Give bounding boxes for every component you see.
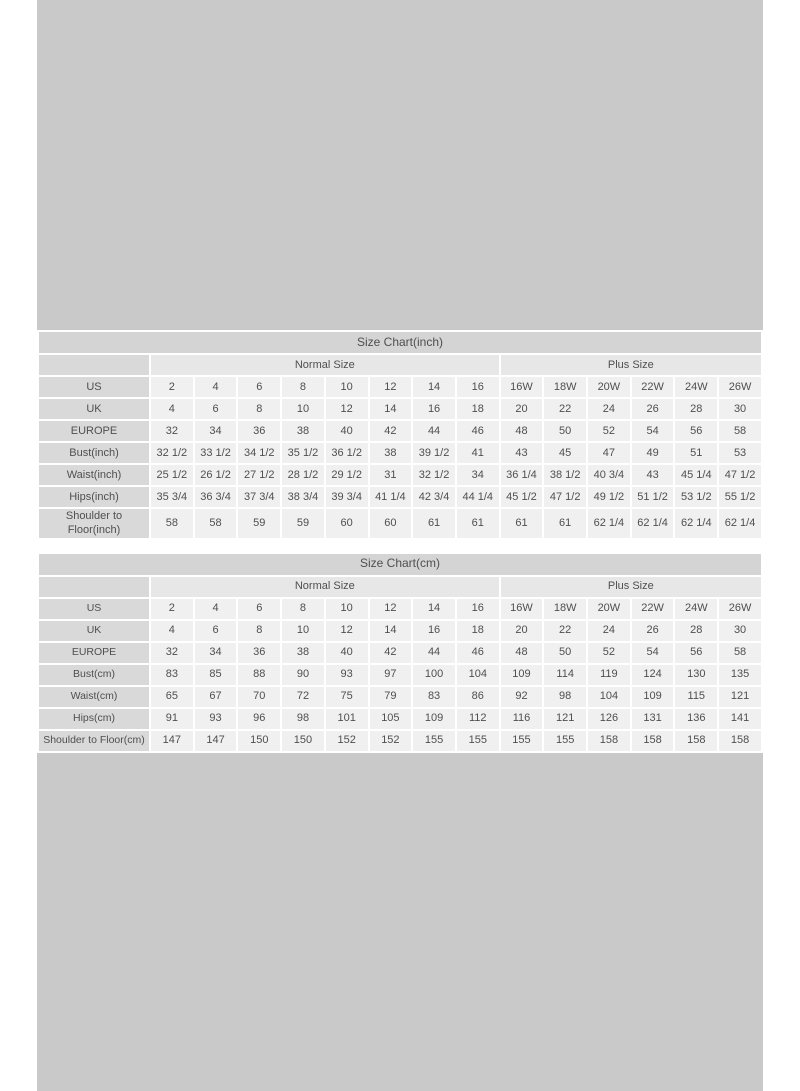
table-cell: 4 (195, 377, 237, 397)
table-cell: 62 1/4 (632, 509, 674, 538)
table-cell: 58 (151, 509, 193, 538)
table-cell: 130 (675, 665, 717, 685)
table-cell: 45 (544, 443, 586, 463)
table-cell: 109 (501, 665, 543, 685)
table-cell: 46 (457, 421, 499, 441)
table-cell: 56 (675, 421, 717, 441)
table-cell: 10 (282, 621, 324, 641)
row-label: Shoulder to Floor(inch) (39, 509, 149, 538)
table-cell: 58 (719, 421, 761, 441)
table-cell: 12 (326, 621, 368, 641)
row-label: US (39, 599, 149, 619)
table-cell: 93 (326, 665, 368, 685)
size-charts-block (37, 330, 763, 753)
corner-cell (39, 355, 149, 375)
table-cell: 41 (457, 443, 499, 463)
table-cell: 18W (544, 377, 586, 397)
size-chart-inch-table (37, 330, 763, 540)
table-cell: 8 (282, 599, 324, 619)
table-cell: 26 (632, 399, 674, 419)
table-cell: 32 1/2 (413, 465, 455, 485)
table-cell: 75 (326, 687, 368, 707)
row-label: Hips(cm) (39, 709, 149, 729)
table-cell: 58 (195, 509, 237, 538)
row-label: EUROPE (39, 421, 149, 441)
table-row (39, 599, 761, 619)
table-title: Size Chart(cm) (39, 554, 761, 575)
table-cell: 158 (719, 731, 761, 751)
table-cell: 48 (501, 421, 543, 441)
table-cell: 8 (238, 399, 280, 419)
table-cell: 34 (195, 643, 237, 663)
table-cell: 31 (370, 465, 412, 485)
table-cell: 47 1/2 (719, 465, 761, 485)
table-cell: 28 1/2 (282, 465, 324, 485)
table-row (39, 731, 761, 751)
table-cell: 12 (370, 599, 412, 619)
table-cell: 36 1/2 (326, 443, 368, 463)
table-cell: 35 3/4 (151, 487, 193, 507)
table-cell: 16 (413, 621, 455, 641)
table-row (39, 421, 761, 441)
table-cell: 40 (326, 421, 368, 441)
table-cell: 20 (501, 399, 543, 419)
table-cell: 96 (238, 709, 280, 729)
table-cell: 105 (370, 709, 412, 729)
table-cell: 40 3/4 (588, 465, 630, 485)
table-cell: 45 1/2 (501, 487, 543, 507)
table-cell: 4 (151, 621, 193, 641)
table-cell: 18W (544, 599, 586, 619)
size-chart-cm-table (37, 552, 763, 753)
table-cell: 2 (151, 599, 193, 619)
column-group-header-row (39, 577, 761, 597)
table-title: Size Chart(inch) (39, 332, 761, 353)
table-cell: 93 (195, 709, 237, 729)
table-cell: 58 (719, 643, 761, 663)
table-cell: 22W (632, 377, 674, 397)
table-cell: 104 (588, 687, 630, 707)
table-cell: 28 (675, 621, 717, 641)
table-cell: 152 (370, 731, 412, 751)
table-cell: 115 (675, 687, 717, 707)
row-label: UK (39, 399, 149, 419)
table-cell: 53 1/2 (675, 487, 717, 507)
table-cell: 29 1/2 (326, 465, 368, 485)
table-cell: 34 (195, 421, 237, 441)
table-cell: 33 1/2 (195, 443, 237, 463)
table-cell: 6 (195, 621, 237, 641)
table-row (39, 709, 761, 729)
table-cell: 158 (675, 731, 717, 751)
table-cell: 61 (413, 509, 455, 538)
table-cell: 135 (719, 665, 761, 685)
table-cell: 24 (588, 621, 630, 641)
table-cell: 37 3/4 (238, 487, 280, 507)
table-cell: 34 1/2 (238, 443, 280, 463)
table-cell: 2 (151, 377, 193, 397)
table-cell: 124 (632, 665, 674, 685)
table-cell: 90 (282, 665, 324, 685)
table-cell: 16W (501, 599, 543, 619)
table-cell: 121 (719, 687, 761, 707)
table-cell: 41 1/4 (370, 487, 412, 507)
table-cell: 47 (588, 443, 630, 463)
table-cell: 18 (457, 621, 499, 641)
table-cell: 136 (675, 709, 717, 729)
table-cell: 38 (282, 643, 324, 663)
table-cell: 49 (632, 443, 674, 463)
row-label: Bust(inch) (39, 443, 149, 463)
table-cell: 44 (413, 421, 455, 441)
table-cell: 109 (413, 709, 455, 729)
table-title-row (39, 332, 761, 353)
table-cell: 109 (632, 687, 674, 707)
table-cell: 61 (457, 509, 499, 538)
table-row (39, 399, 761, 419)
table-cell: 155 (544, 731, 586, 751)
corner-cell (39, 577, 149, 597)
table-cell: 38 1/2 (544, 465, 586, 485)
table-cell: 126 (588, 709, 630, 729)
row-label: Waist(cm) (39, 687, 149, 707)
table-cell: 97 (370, 665, 412, 685)
table-cell: 51 (675, 443, 717, 463)
table-row (39, 643, 761, 663)
table-cell: 44 1/4 (457, 487, 499, 507)
table-cell: 61 (544, 509, 586, 538)
table-cell: 54 (632, 421, 674, 441)
table-cell: 36 (238, 421, 280, 441)
table-row (39, 665, 761, 685)
table-cell: 67 (195, 687, 237, 707)
table-cell: 28 (675, 399, 717, 419)
table-cell: 6 (195, 399, 237, 419)
table-cell: 8 (282, 377, 324, 397)
table-cell: 26 1/2 (195, 465, 237, 485)
table-cell: 150 (282, 731, 324, 751)
table-cell: 12 (370, 377, 412, 397)
table-cell: 24 (588, 399, 630, 419)
table-cell: 98 (544, 687, 586, 707)
table-cell: 26 (632, 621, 674, 641)
table-cell: 43 (632, 465, 674, 485)
table-cell: 88 (238, 665, 280, 685)
table-cell: 44 (413, 643, 455, 663)
column-group-header: Plus Size (501, 355, 761, 375)
table-cell: 79 (370, 687, 412, 707)
table-cell: 39 3/4 (326, 487, 368, 507)
table-row (39, 621, 761, 641)
table-cell: 18 (457, 399, 499, 419)
table-cell: 36 3/4 (195, 487, 237, 507)
table-cell: 141 (719, 709, 761, 729)
table-cell: 59 (238, 509, 280, 538)
table-cell: 32 1/2 (151, 443, 193, 463)
table-cell: 4 (195, 599, 237, 619)
table-cell: 100 (413, 665, 455, 685)
table-cell: 30 (719, 621, 761, 641)
table-cell: 36 1/4 (501, 465, 543, 485)
table-cell: 30 (719, 399, 761, 419)
table-cell: 62 1/4 (719, 509, 761, 538)
table-cell: 27 1/2 (238, 465, 280, 485)
table-cell: 38 3/4 (282, 487, 324, 507)
table-cell: 116 (501, 709, 543, 729)
table-cell: 16W (501, 377, 543, 397)
table-cell: 35 1/2 (282, 443, 324, 463)
column-group-header: Normal Size (151, 577, 499, 597)
table-cell: 16 (457, 599, 499, 619)
table-cell: 50 (544, 421, 586, 441)
table-cell: 114 (544, 665, 586, 685)
table-cell: 62 1/4 (675, 509, 717, 538)
table-cell: 26W (719, 377, 761, 397)
table-cell: 147 (151, 731, 193, 751)
table-row (39, 377, 761, 397)
table-cell: 155 (457, 731, 499, 751)
table-cell: 34 (457, 465, 499, 485)
column-group-header-row (39, 355, 761, 375)
gray-panel (37, 0, 763, 1091)
table-cell: 62 1/4 (588, 509, 630, 538)
table-cell: 24W (675, 599, 717, 619)
table-cell: 45 1/4 (675, 465, 717, 485)
table-cell: 48 (501, 643, 543, 663)
table-cell: 152 (326, 731, 368, 751)
row-label: EUROPE (39, 643, 149, 663)
table-cell: 6 (238, 599, 280, 619)
table-row (39, 487, 761, 507)
table-cell: 150 (238, 731, 280, 751)
table-cell: 51 1/2 (632, 487, 674, 507)
table-cell: 42 3/4 (413, 487, 455, 507)
table-cell: 119 (588, 665, 630, 685)
table-cell: 25 1/2 (151, 465, 193, 485)
table-cell: 20W (588, 377, 630, 397)
table-row (39, 465, 761, 485)
table-cell: 49 1/2 (588, 487, 630, 507)
row-label: Bust(cm) (39, 665, 149, 685)
table-cell: 60 (326, 509, 368, 538)
table-cell: 38 (370, 443, 412, 463)
table-cell: 52 (588, 643, 630, 663)
table-cell: 26W (719, 599, 761, 619)
table-cell: 10 (282, 399, 324, 419)
table-cell: 70 (238, 687, 280, 707)
table-cell: 158 (588, 731, 630, 751)
table-title-row (39, 554, 761, 575)
column-group-header: Normal Size (151, 355, 499, 375)
table-cell: 20W (588, 599, 630, 619)
table-cell: 6 (238, 377, 280, 397)
table-cell: 61 (501, 509, 543, 538)
table-cell: 39 1/2 (413, 443, 455, 463)
table-cell: 22W (632, 599, 674, 619)
table-cell: 8 (238, 621, 280, 641)
table-cell: 52 (588, 421, 630, 441)
table-cell: 43 (501, 443, 543, 463)
table-cell: 83 (151, 665, 193, 685)
table-cell: 86 (457, 687, 499, 707)
row-label: US (39, 377, 149, 397)
table-cell: 54 (632, 643, 674, 663)
table-cell: 147 (195, 731, 237, 751)
table-cell: 10 (326, 377, 368, 397)
table-cell: 83 (413, 687, 455, 707)
table-cell: 16 (413, 399, 455, 419)
table-cell: 32 (151, 421, 193, 441)
table-row (39, 687, 761, 707)
table-cell: 72 (282, 687, 324, 707)
table-cell: 112 (457, 709, 499, 729)
row-label: UK (39, 621, 149, 641)
table-cell: 46 (457, 643, 499, 663)
table-cell: 158 (632, 731, 674, 751)
table-cell: 16 (457, 377, 499, 397)
table-cell: 32 (151, 643, 193, 663)
table-cell: 14 (413, 599, 455, 619)
table-cell: 24W (675, 377, 717, 397)
table-cell: 85 (195, 665, 237, 685)
table-cell: 104 (457, 665, 499, 685)
table-cell: 38 (282, 421, 324, 441)
table-cell: 40 (326, 643, 368, 663)
table-cell: 4 (151, 399, 193, 419)
table-cell: 155 (501, 731, 543, 751)
table-cell: 98 (282, 709, 324, 729)
table-cell: 59 (282, 509, 324, 538)
table-cell: 14 (413, 377, 455, 397)
table-cell: 22 (544, 399, 586, 419)
table-cell: 53 (719, 443, 761, 463)
table-cell: 60 (370, 509, 412, 538)
column-group-header: Plus Size (501, 577, 761, 597)
table-cell: 155 (413, 731, 455, 751)
table-cell: 12 (326, 399, 368, 419)
table-cell: 65 (151, 687, 193, 707)
table-row (39, 443, 761, 463)
table-cell: 42 (370, 643, 412, 663)
table-cell: 50 (544, 643, 586, 663)
table-cell: 92 (501, 687, 543, 707)
table-cell: 121 (544, 709, 586, 729)
row-label: Hips(inch) (39, 487, 149, 507)
table-cell: 56 (675, 643, 717, 663)
table-cell: 91 (151, 709, 193, 729)
table-cell: 42 (370, 421, 412, 441)
table-cell: 131 (632, 709, 674, 729)
table-cell: 14 (370, 621, 412, 641)
table-row (39, 509, 761, 538)
row-label: Shoulder to Floor(cm) (39, 731, 149, 751)
row-label: Waist(inch) (39, 465, 149, 485)
table-cell: 22 (544, 621, 586, 641)
table-cell: 10 (326, 599, 368, 619)
table-cell: 47 1/2 (544, 487, 586, 507)
table-cell: 14 (370, 399, 412, 419)
table-cell: 36 (238, 643, 280, 663)
table-cell: 101 (326, 709, 368, 729)
table-cell: 20 (501, 621, 543, 641)
table-cell: 55 1/2 (719, 487, 761, 507)
